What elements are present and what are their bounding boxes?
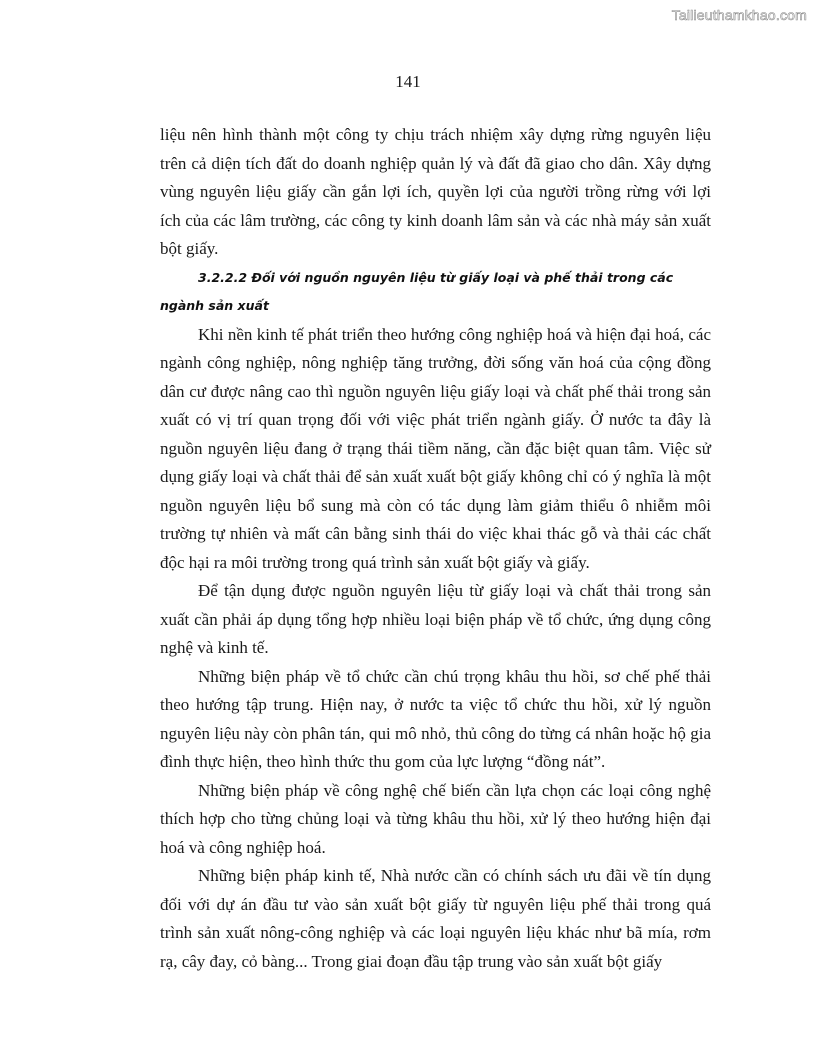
page-number: 141	[395, 72, 421, 91]
paragraph: Khi nền kinh tế phát triển theo hướng công nghiệp hoá và hiện đại hoá, các ngành công nghiệp, nông nghiệp tăng trưởng, đời sống văn hoá của cộng đồng dân cư được nâng cao thì nguồn nguyên liệu giấy loại và chất phế thải trong sản xuất có vị trí quan trọng đối với việc phát triển ngành giấy. Ở nước ta đây là nguồn nguyên liệu đang ở trạng thái tiềm năng, cần đặc biệt quan tâm. Việc sử dụng giấy loại và chất thải để sản xuất xuất bột giấy không chỉ có ý nghĩa là một nguồn nguyên liệu bổ sung mà còn có tác dụng làm giảm thiểu ô nhiễm môi trường tự nhiên và mất cân bằng sinh thái do việc khai thác gỗ và thải các chất độc hại ra môi trường trong quá trình sản xuất bột giấy và giấy.	[160, 324, 711, 572]
paragraph: Những biện pháp về tổ chức cần chú trọng khâu thu hồi, sơ chế phế thải theo hướng tập trung. Hiện nay, ở nước ta việc tổ chức thu hồi, xử lý nguồn nguyên liệu này còn phân tán, qui mô nhỏ, thủ công do từng cá nhân hoặc hộ gia đình thực hiện, theo hình thức thu gom của lực lượng “đồng nát”.	[160, 666, 711, 771]
document-body	[160, 121, 711, 976]
paragraph: Để tận dụng được nguồn nguyên liệu từ giấy loại và chất thải trong sản xuất cần phải áp dụng tổng hợp nhiều loại biện pháp về tổ chức, ứng dụng công nghệ và kinh tế.	[160, 581, 711, 657]
paragraph-continued: liệu nên hình thành một công ty chịu trách nhiệm xây dựng rừng nguyên liệu trên cả diện tích đất do doanh nghiệp quản lý và đất đã giao cho dân. Xây dựng vùng nguyên liệu giấy cần gắn lợi ích, quyền lợi của người trồng rừng với lợi ích của các lâm trường, các công ty kinh doanh lâm sản và các nhà máy sản xuất bột giấy.	[160, 125, 711, 258]
paragraph: Những biện pháp kinh tế, Nhà nước cần có chính sách ưu đãi về tín dụng đối với dự án đầu tư vào sản xuất bột giấy từ nguyên liệu phế thải trong quá trình sản xuất nông-công nghiệp và các loại nguyên liệu khác như bã mía, rơm rạ, cây đay, cỏ bàng... Trong giai đoạn đầu tập trung vào sản xuất bột giấy	[160, 866, 711, 971]
paragraph: Những biện pháp về công nghệ chế biến cần lựa chọn các loại công nghệ thích hợp cho từng chủng loại và từng khâu thu hồi, xử lý theo hướng hiện đại hoá và công nghiệp hoá.	[160, 780, 711, 857]
section-heading: 3.2.2.2 Đối với nguồn nguyên liệu từ giấy loại và phế thải trong các ngành sản xuất	[160, 269, 674, 313]
watermark: Tailieuthamkhao.com	[671, 7, 807, 23]
